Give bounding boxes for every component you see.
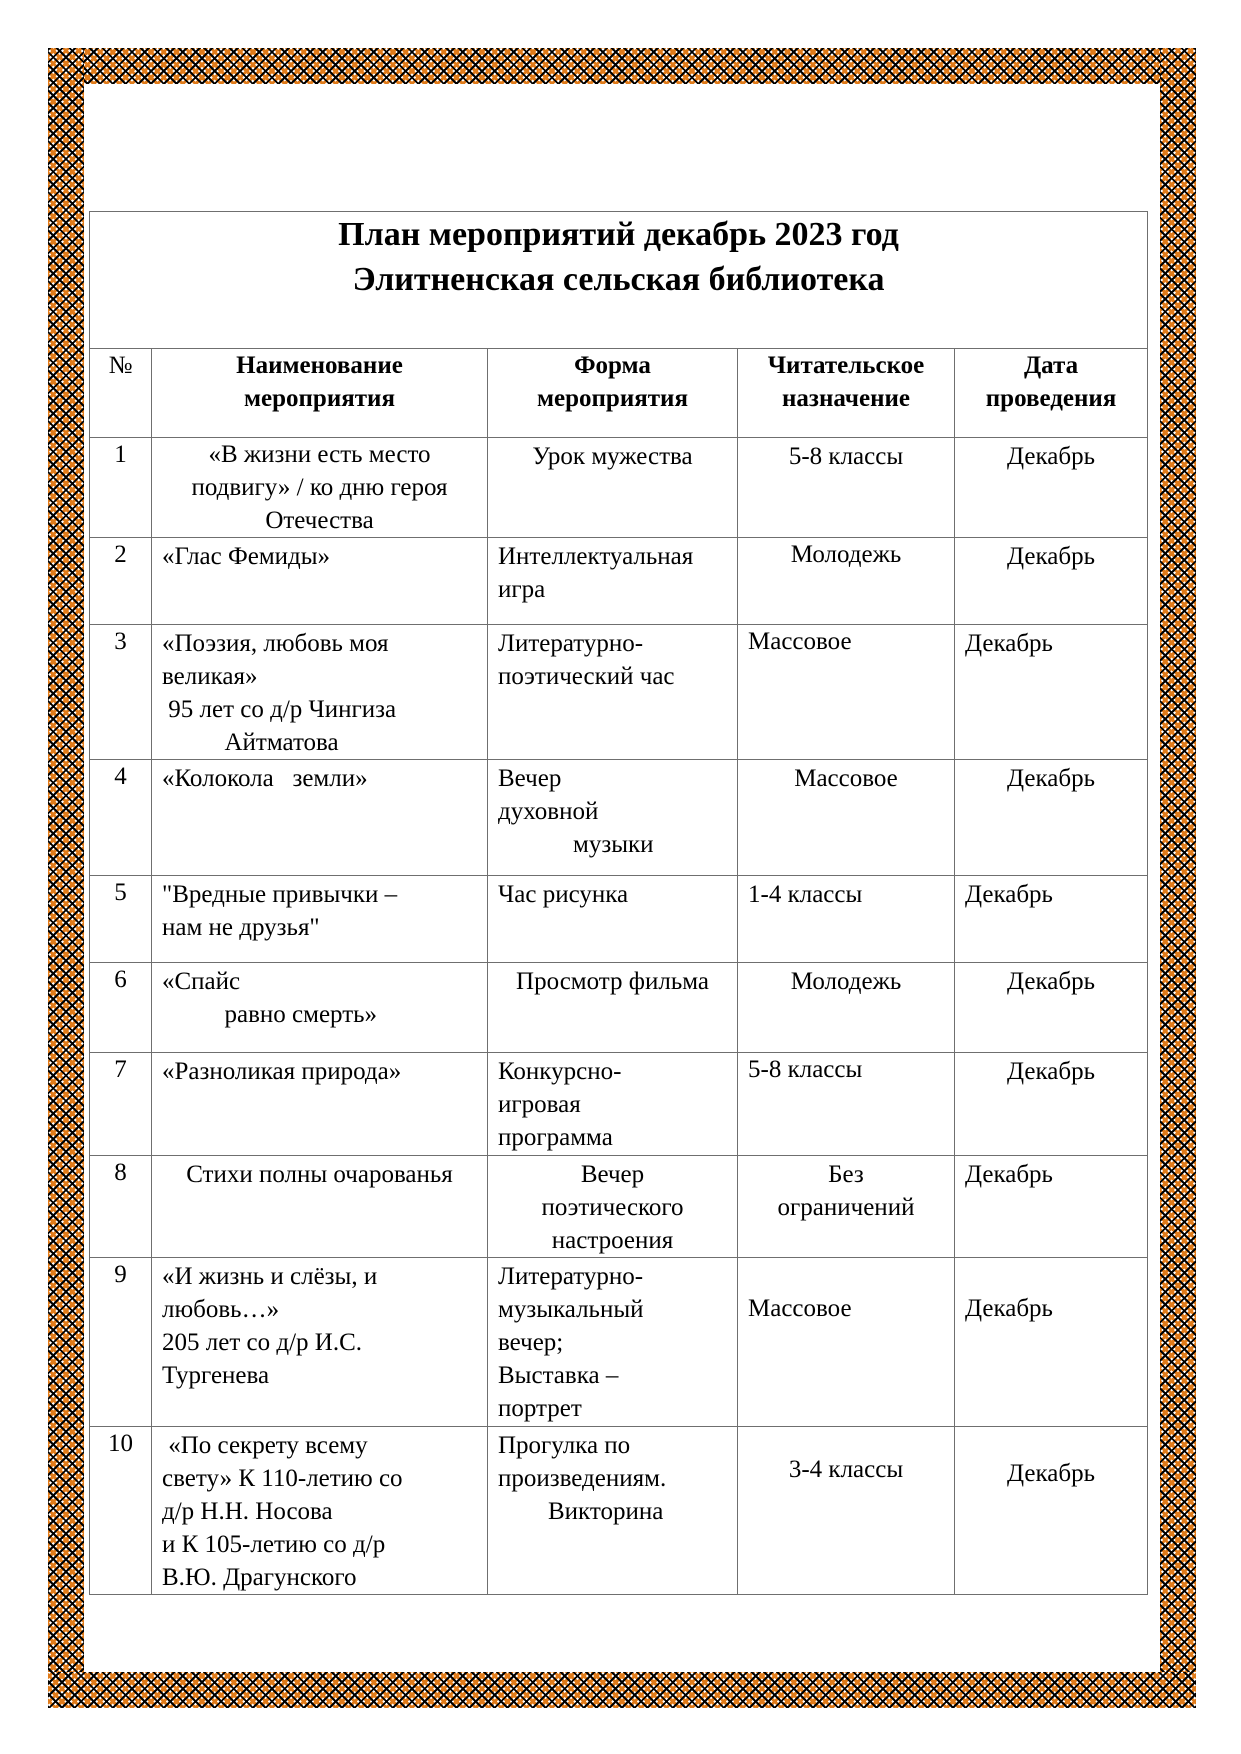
table-row	[90, 625, 1148, 760]
title-line-1: План мероприятий декабрь 2023 год	[338, 216, 899, 253]
event-form: Вечер духовной музыки	[488, 760, 738, 876]
event-audience: Молодежь	[738, 963, 955, 1053]
header-audience: Читательское назначение	[738, 349, 955, 438]
event-form: Прогулка по произведениям. Викторина	[488, 1427, 738, 1595]
event-audience: 5-8 классы	[738, 438, 955, 538]
event-audience: Без ограничений	[738, 1156, 955, 1258]
table-row	[90, 760, 1148, 876]
event-date: Декабрь	[955, 963, 1148, 1053]
document-title	[90, 212, 1148, 349]
table-row	[90, 876, 1148, 963]
event-date: Декабрь	[955, 438, 1148, 538]
event-form: Час рисунка	[488, 876, 738, 963]
row-num: 9	[90, 1258, 152, 1427]
event-form: Интеллектуальная игра	[488, 538, 738, 625]
event-form: Литературно- поэтический час	[488, 625, 738, 760]
header-num: №	[90, 349, 152, 438]
event-name: Стихи полны очарованья	[152, 1156, 488, 1258]
ornamental-border-left	[48, 48, 84, 1708]
header-name: Наименование мероприятия	[152, 349, 488, 438]
table-row	[90, 1156, 1148, 1258]
row-num: 7	[90, 1053, 152, 1156]
row-num: 3	[90, 625, 152, 760]
event-audience: 3-4 классы	[738, 1427, 955, 1595]
table-row	[90, 538, 1148, 625]
event-date: Декабрь	[955, 876, 1148, 963]
event-form: Вечер поэтического настроения	[488, 1156, 738, 1258]
event-form: Просмотр фильма	[488, 963, 738, 1053]
event-name: «Глас Фемиды»	[152, 538, 488, 625]
row-num: 2	[90, 538, 152, 625]
row-num: 6	[90, 963, 152, 1053]
event-date: Декабрь	[955, 1427, 1148, 1595]
events-plan-table	[89, 211, 1148, 1595]
event-form: Урок мужества	[488, 438, 738, 538]
ornamental-border-bottom	[48, 1672, 1196, 1708]
event-audience: 5-8 классы	[738, 1053, 955, 1156]
event-name: "Вредные привычки – нам не друзья"	[152, 876, 488, 963]
table-row	[90, 438, 1148, 538]
event-name: «И жизнь и слёзы, и любовь…» 205 лет со д/р И.С. Тургенева	[152, 1258, 488, 1427]
event-form: Литературно- музыкальный вечер; Выставка – портрет	[488, 1258, 738, 1427]
ornamental-border-top	[48, 48, 1196, 84]
event-name: «По секрету всему свету» К 110-летию со д/р Н.Н. Носова и К 105-летию со д/р В.Ю. Драгунского	[152, 1427, 488, 1595]
event-audience: Массовое	[738, 625, 955, 760]
title-line-2: Элитненская сельская библиотека	[352, 261, 885, 298]
row-num: 4	[90, 760, 152, 876]
event-date: Декабрь	[955, 1258, 1148, 1427]
row-num: 8	[90, 1156, 152, 1258]
row-num: 10	[90, 1427, 152, 1595]
ornamental-border-right	[1160, 48, 1196, 1708]
event-audience: Молодежь	[738, 538, 955, 625]
event-name: «Спайс равно смерть»	[152, 963, 488, 1053]
event-date: Декабрь	[955, 1053, 1148, 1156]
event-name: «Колокола земли»	[152, 760, 488, 876]
event-date: Декабрь	[955, 760, 1148, 876]
event-date: Декабрь	[955, 625, 1148, 760]
table-row	[90, 963, 1148, 1053]
event-audience: 1-4 классы	[738, 876, 955, 963]
row-num: 1	[90, 438, 152, 538]
event-audience: Массовое	[738, 760, 955, 876]
title-row	[90, 212, 1148, 349]
event-name: «Поэзия, любовь моя великая» 95 лет со д/р Чингиза Айтматова	[152, 625, 488, 760]
row-num: 5	[90, 876, 152, 963]
table-row	[90, 1427, 1148, 1595]
table-row	[90, 1258, 1148, 1427]
header-row	[90, 349, 1148, 438]
event-date: Декабрь	[955, 1156, 1148, 1258]
header-form: Форма мероприятия	[488, 349, 738, 438]
header-date: Дата проведения	[955, 349, 1148, 438]
table-row	[90, 1053, 1148, 1156]
event-name: «В жизни есть место подвигу» / ко дню героя Отечества	[152, 438, 488, 538]
event-audience: Массовое	[738, 1258, 955, 1427]
event-name: «Разноликая природа»	[152, 1053, 488, 1156]
event-date: Декабрь	[955, 538, 1148, 625]
event-form: Конкурсно- игровая программа	[488, 1053, 738, 1156]
